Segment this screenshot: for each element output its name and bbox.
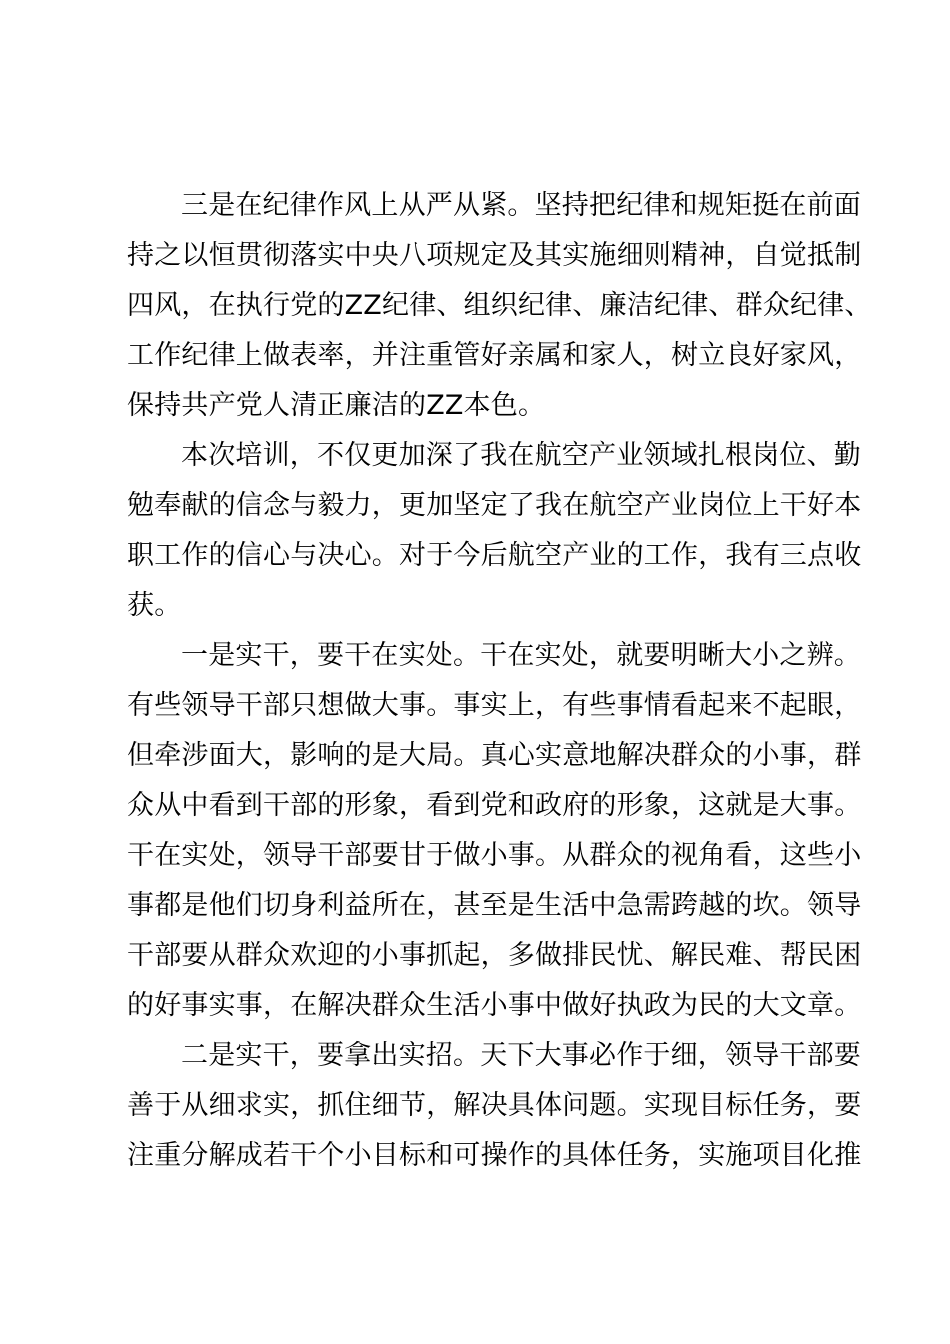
text-line: 但牵涉面大，影响的是大局。真心实意地解决群众的小事，群	[127, 740, 862, 771]
text-line: 三是在纪律作风上从严从紧。坚持把纪律和规矩挺在前面	[181, 190, 861, 221]
text-line: 干部要从群众欢迎的小事抓起，多做排民忧、解民难、帮民困	[127, 940, 862, 971]
text-line: 善于从细求实，抓住细节，解决具体问题。实现目标任务，要	[127, 1090, 862, 1121]
text-line: 二是实干，要拿出实招。天下大事必作于细，领导干部要	[181, 1040, 861, 1071]
text-line: 四风，在执行党的ZZ纪律、组织纪律、廉洁纪律、群众纪律、	[127, 290, 872, 321]
text-line: 有些领导干部只想做大事。事实上，有些事情看起来不起眼，	[127, 690, 862, 721]
text-line: 获。	[127, 590, 182, 621]
body-text	[127, 181, 872, 1181]
text-line: 保持共产党人清正廉洁的ZZ本色。	[127, 390, 546, 421]
text-line: 干在实处，领导干部要甘于做小事。从群众的视角看，这些小	[127, 840, 862, 871]
text-line: 工作纪律上做表率，并注重管好亲属和家人，树立良好家风，	[127, 340, 862, 371]
text-line: 的好事实事，在解决群众生活小事中做好执政为民的大文章。	[127, 990, 862, 1021]
text-line: 持之以恒贯彻落实中央八项规定及其实施细则精神，自觉抵制	[127, 240, 862, 271]
text-line: 本次培训，不仅更加深了我在航空产业领域扎根岗位、勤	[181, 440, 861, 471]
text-line: 一是实干，要干在实处。干在实处，就要明晰大小之辨。	[181, 640, 861, 671]
text-line: 事都是他们切身利益所在，甚至是生活中急需跨越的坎。领导	[127, 890, 862, 921]
text-line: 众从中看到干部的形象，看到党和政府的形象，这就是大事。	[127, 790, 862, 821]
text-line: 职工作的信心与决心。对于今后航空产业的工作，我有三点收	[127, 540, 862, 571]
text-line: 勉奉献的信念与毅力，更加坚定了我在航空产业岗位上干好本	[127, 490, 862, 521]
text-line: 注重分解成若干个小目标和可操作的具体任务，实施项目化推	[127, 1140, 862, 1171]
